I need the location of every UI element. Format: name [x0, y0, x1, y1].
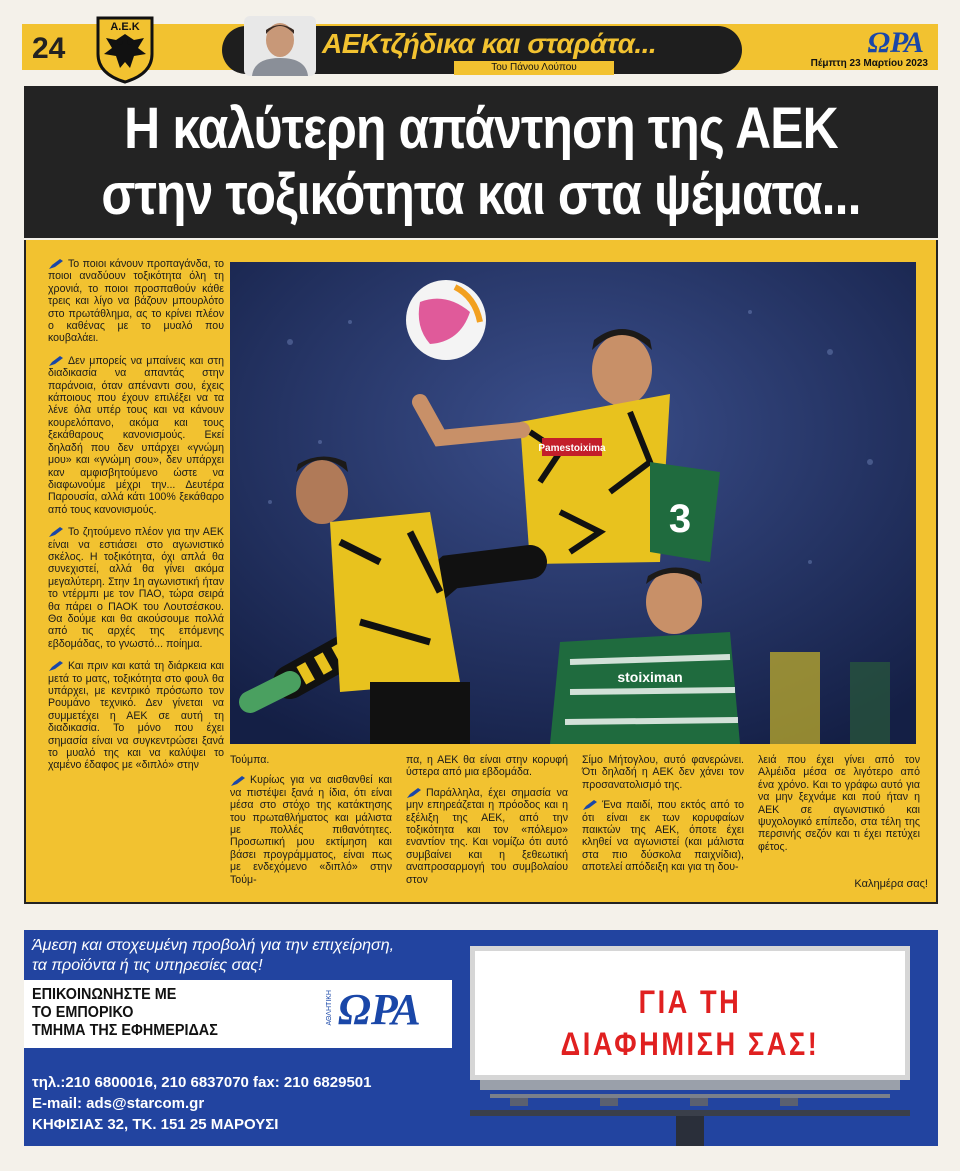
article-column-4: λειά που έχει γίνει από τον Αλμέιδα μέσα σε λιγότερο από ένα χρόνο. Και το γράφω αυτό για να μην ξεχνάμε και πού ήταν η ΑΕΚ σε αγωνιστικό και ψυχολογικό επίπεδο, στα τέλη της περσινής σεζόν και τι έχει πετύχει φέτος.: [758, 754, 920, 853]
pen-icon: [48, 526, 64, 538]
match-photo: [230, 262, 916, 744]
billboard-line-2: ΔΙΑΦΗΜΙΣΗ ΣΑΣ!: [560, 1026, 820, 1062]
column-title: ΑΕΚτζήδικα και σταράτα...: [322, 28, 657, 59]
shirt-number-text: 3: [668, 497, 692, 541]
column-author: Του Πάνου Λούπου: [454, 61, 614, 75]
ad-phone: τηλ.:210 6800016, 210 6837070 fax: 210 6829501: [32, 1074, 372, 1091]
page-number: 24: [32, 32, 66, 65]
article-panel: [24, 240, 938, 904]
ad-contact-lines: [32, 1072, 371, 1135]
billboard: [470, 946, 910, 1080]
ad-contact-box: [24, 980, 452, 1048]
headline-line-2: στην τοξικότητα και στα ψέματα...: [101, 162, 861, 227]
pen-icon: [48, 258, 64, 270]
sponsor-away-text: stoiximan: [617, 669, 683, 685]
headline: [24, 86, 938, 238]
ad-contact-text: ΕΠΙΚΟΙΝΩΝΗΣΤΕ ΜΕ ΤΟ ΕΜΠΟΡΙΚΟ ΤΜΗΜΑ ΤΗΣ ΕΦΗΜΕΡΙΔΑΣ: [32, 986, 218, 1039]
ad-tagline: Άμεση και στοχευμένη προβολή για την επιχείρηση, τα προϊόντα ή τις υπηρεσίες σας!: [32, 937, 395, 974]
billboard-stand-icon: [470, 1080, 910, 1146]
article-bottom-columns: [230, 754, 930, 894]
billboard-line-1: ΓΙΑ ΤΗ: [638, 984, 742, 1020]
pen-icon: [230, 775, 246, 787]
publication-date: Πέμπτη 23 Μαρτίου 2023: [810, 58, 928, 69]
pen-icon: [48, 660, 64, 672]
pen-icon: [582, 799, 598, 811]
article-column-2: πα, η ΑΕΚ θα είναι στην κορυφή ύστερα από μια εβδομάδα. Παράλληλα, έχει σημασία να μην επηρεάζεται η πρόοδος και η εξέλιξη της ΑΕΚ, από την τοξικότητα και τον «πόλεμο» εναντίον της. Και νομίζω ότι αυτό συμβαίνει και η ξεθεωτική αναπροσαρμογή του συμβολαίου στον: [406, 754, 568, 886]
crest-text: Α.Ε.Κ: [110, 21, 140, 33]
ad-logo: ΩΡΑ: [338, 985, 421, 1034]
pen-icon: [48, 355, 64, 367]
ad-address: ΚΗΦΙΣΙΑΣ 32, ΤΚ. 151 25 ΜΑΡΟΥΣΙ: [32, 1116, 279, 1133]
headline-line-1: Η καλύτερη απάντηση της ΑΕΚ: [124, 96, 838, 161]
sponsor-home-text: Pamestoixima: [538, 443, 606, 454]
newspaper-brand: ΩΡΑ: [867, 26, 924, 59]
aek-crest-icon: [94, 14, 156, 84]
page-header: [22, 14, 938, 76]
article-paragraph: Το ποιοι κάνουν προπαγάνδα, το ποιοι αναδύουν τοξικότητα όλη τη χρονιά, το ποιοι προσπαθούν κάθε τρεις και λίγο να βάζουν μπουρλότο στο πρωτάθλημα, ας το κρίνει πλέον ο καθένας με το μυαλό που κουβαλάει.: [48, 258, 224, 345]
ad-logo-side-text: ΑΘΛΗΤΙΚΗ: [326, 990, 333, 1026]
author-avatar: [244, 16, 316, 76]
article-left-column: [48, 258, 224, 782]
article-paragraph: Δεν μπορείς να μπαίνεις και στη διαδικασία να απαντάς στην παράνοια, όταν απέναντι σου, έχεις κάποιους που έχουν επιλέξει να τα λένε όλα υπέρ τους και να κάνουν κουρελόπανο, ακόμα και τους ξεκάθαρους κανονισμούς. Εκεί δηλαδή που δεν υπάρχει «γνώμη μου» και «γνώμη σου», δεν υπάρχει καν αμφισβητούμενο ώστε να διαφωνούμε μέχρι την... Δευτέρα Παρουσία, αλλά κάτι 100% ξεκάθαρο από τους κανονισμούς.: [48, 354, 224, 516]
article-column-1: Τούμπα. Κυρίως για να αισθανθεί και να πιστέψει ξανά η ίδια, ότι είναι μέσα στο στόχο της κατάκτησης του πρωταθλήματος και μάλιστα με πολλές πιθανότητες. Προσωπική μου εκτίμηση και βάσει προγράμματος, είναι πως με ενδεχόμενο «διπλό» στην Τούμ-: [230, 754, 392, 886]
article-paragraph: Το ζητούμενο πλέον για την ΑΕΚ είναι να εστιάσει στο αγωνιστικό σκέλος. Η τοξικότητα, όχι απλά θα συνεχιστεί, αλλά θα γίνει ακόμα μεγαλύτερη. Στην 1η αγωνιστική ήταν το ντέρμπι με τον ΠΑΟ, τώρα σειρά θα πάρει ο ΠΑΟΚ του Λουτσέσκου. Θα δούμε και θα ακούσουμε πολλά από τις αρχές της επόμενης εβδομάδας, το γνωστό... ποίημα.: [48, 526, 224, 650]
pen-icon: [406, 787, 422, 799]
article-paragraph: Και πριν και κατά τη διάρκεια και μετά το ματς, τοξικότητα στο φουλ θα υπάρχει, με κεντρικό πρόσωπο τον Ρουμάνο τεχνικό. Δεν γίνεται να συμμετέχει η ΑΕΚ σε αυτή τη διαδικασία. Το μόνο που έχει σημασία είναι να συγκεντρώσει ξανά το μυαλό της και να καλύψει το χαμένο έδαφος με «διπλό» στην: [48, 660, 224, 772]
signoff: Καλημέρα σας!: [854, 878, 928, 890]
ad-email: E-mail: ads@starcom.gr: [32, 1095, 205, 1112]
advertisement: [24, 930, 938, 1146]
article-column-3: Σίμο Μήτογλου, αυτό φανερώνει. Ότι δηλαδή η ΑΕΚ δεν χάνει τον προσανατολισμό της. Ένα παιδί, που εκτός από το ότι είναι εκ των κορυφαίων παικτών της ΑΕΚ, όποτε έχει κληθεί να αγωνιστεί (και μάλιστα στα πιο δύσκολα παιχνίδια), αποτελεί απόδειξη και για τη δου-: [582, 754, 744, 874]
